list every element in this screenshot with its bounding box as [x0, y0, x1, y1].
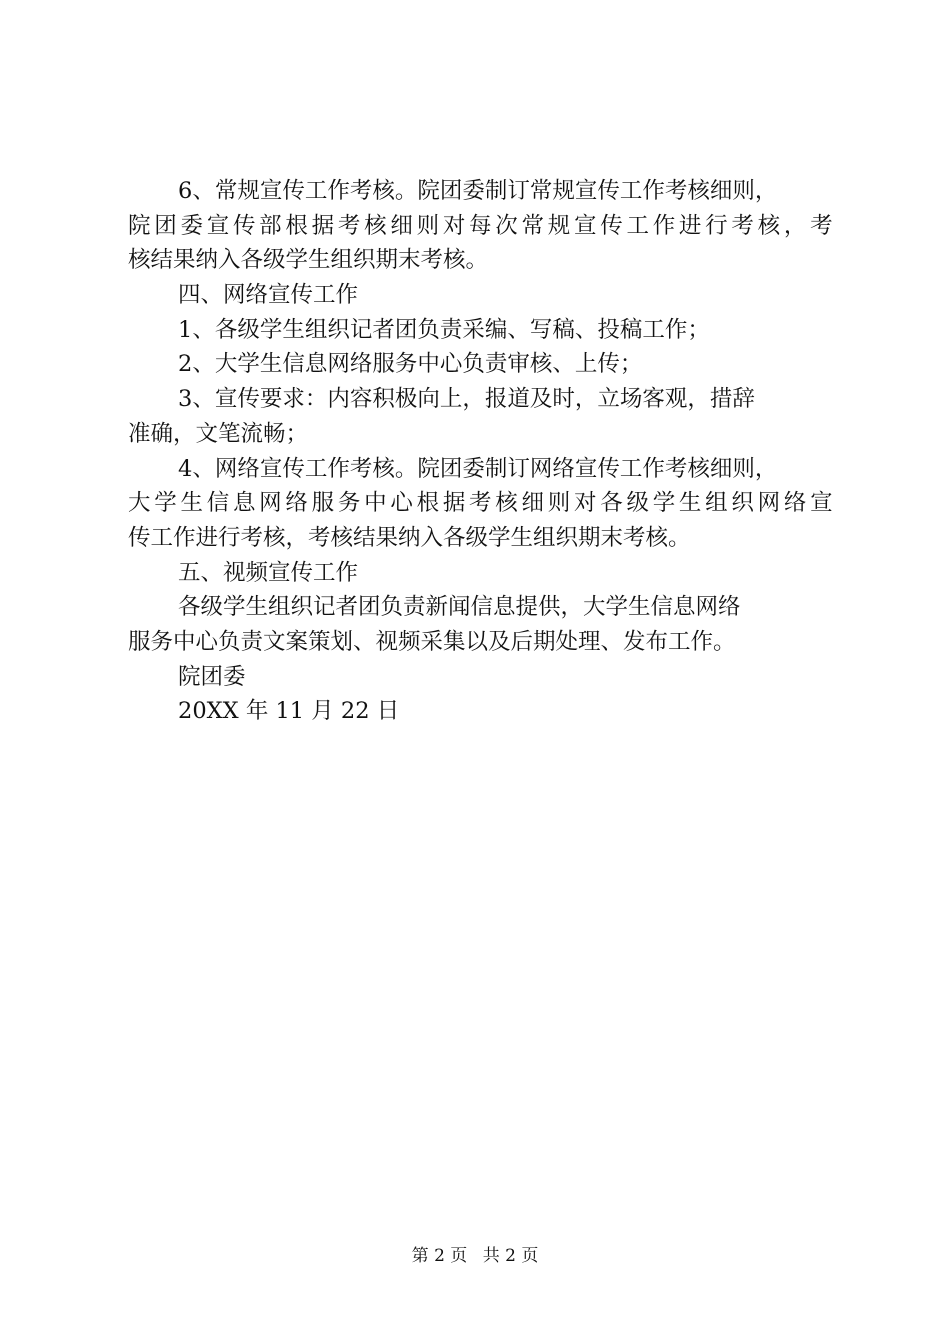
paragraph-line: 3、宣传要求：内容积极向上，报道及时，立场客观，措辞 [178, 386, 755, 413]
paragraph-line: 院 团 委 宣 传 部 根 据 考 核 细 则 对 每 次 常 规 宣 传 工 作 进 行 考 核 ， 考 [128, 212, 833, 239]
paragraph-line: 准确，文笔流畅； [128, 420, 309, 447]
paragraph-line: 2、大学生信息网络服务中心负责审核、上传； [178, 351, 643, 378]
page-footer [0, 1245, 950, 1267]
section-heading: 四、网络宣传工作 [178, 282, 359, 309]
paragraph-line: 4、网络宣传工作考核。院团委制订网络宣传工作考核细则， [178, 455, 778, 482]
document-body [128, 174, 833, 729]
paragraph-line: 传工作进行考核，考核结果纳入各级学生组织期末考核。 [128, 524, 691, 551]
paragraph-line: 各级学生组织记者团负责新闻信息提供，大学生信息网络 [178, 594, 741, 621]
paragraph-line: 大 学 生 信 息 网 络 服 务 中 心 根 据 考 核 细 则 对 各 级 学 生 组 织 网 络 宣 [128, 490, 833, 517]
section-heading: 五、视频宣传工作 [178, 559, 359, 586]
page-number: 第 2 页 [411, 1246, 468, 1266]
paragraph-line: 服务中心负责文案策划、视频采集以及后期处理、发布工作。 [128, 628, 736, 655]
paragraph-line: 核结果纳入各级学生组织期末考核。 [128, 247, 489, 274]
paragraph-line: 1、各级学生组织记者团负责采编、写稿、投稿工作； [178, 316, 710, 343]
paragraph-line: 6、常规宣传工作考核。院团委制订常规宣传工作考核细则， [178, 178, 778, 204]
page-count: 共 2 页 [482, 1246, 539, 1266]
signature-organization: 院团委 [178, 663, 246, 690]
signature-date: 20XX 年 11 月 22 日 [178, 698, 400, 725]
